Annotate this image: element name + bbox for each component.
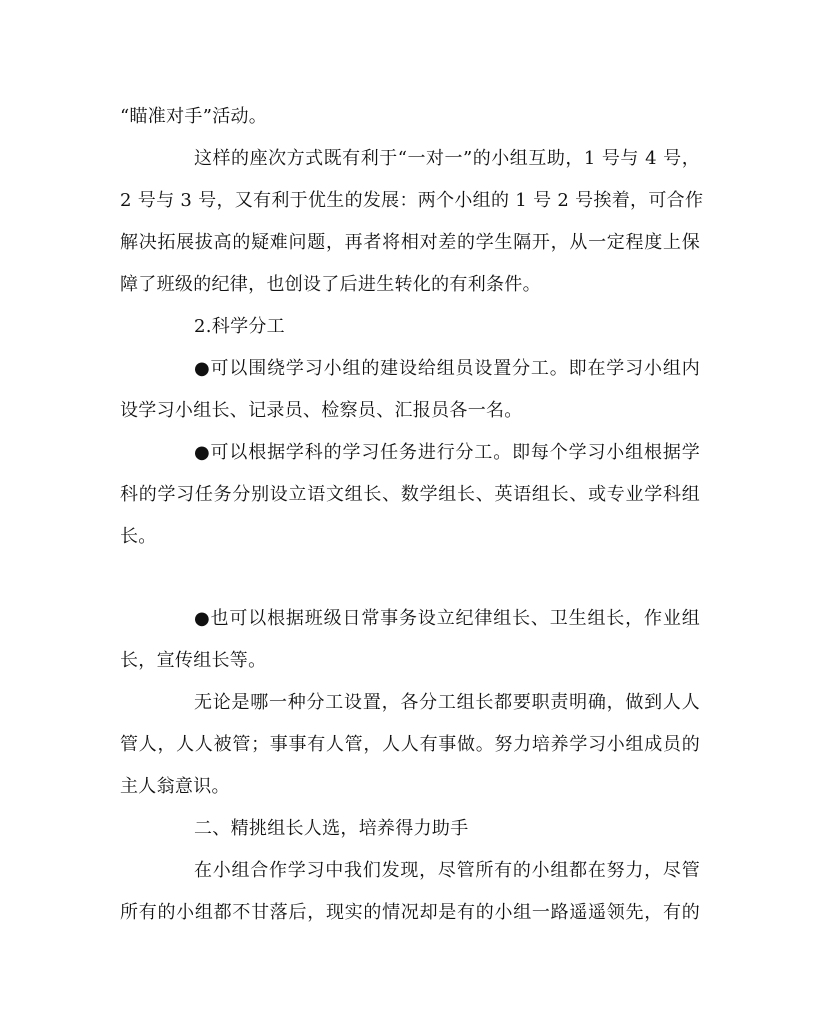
bullet-line: ●也可以根据班级日常事务设立纪律组长、卫生组长，作业组 — [194, 608, 700, 629]
text-line: 长，宣传组长等。 — [120, 650, 267, 671]
text-line: 这样的座次方式既有利于“一对一”的小组互助，1 号与 4 号， — [194, 148, 700, 169]
text-line: 长。 — [120, 526, 157, 547]
bullet-line: ●可以围绕学习小组的建设给组员设置分工。即在学习小组内 — [194, 358, 700, 379]
text-line: 无论是哪一种分工设置，各分工组长都要职责明确，做到人人 — [194, 692, 700, 713]
text-line: 解决拓展拔高的疑难问题，再者将相对差的学生隔开，从一定程度上保 — [120, 232, 700, 253]
text-line: 障了班级的纪律，也创设了后进生转化的有利条件。 — [120, 274, 541, 295]
text-line: 科的学习任务分别设立语文组长、数学组长、英语组长、或专业学科组 — [120, 484, 700, 505]
text-line: “瞄准对手”活动。 — [120, 106, 268, 127]
text-line: 2 号与 3 号，又有利于优生的发展：两个小组的 1 号 2 号挨着，可合作 — [120, 190, 704, 211]
text-line: 所有的小组都不甘落后，现实的情况却是有的小组一路遥遥领先，有的 — [120, 902, 700, 923]
text-line: 在小组合作学习中我们发现，尽管所有的小组都在努力，尽管 — [194, 860, 700, 881]
text-line: 主人翁意识。 — [120, 776, 230, 797]
section-heading: 二、精挑组长人选，培养得力助手 — [194, 818, 469, 839]
bullet-line: ●可以根据学科的学习任务进行分工。即每个学习小组根据学 — [194, 442, 700, 463]
text-line: 设学习小组长、记录员、检察员、汇报员各一名。 — [120, 400, 523, 421]
text-line: 管人，人人被管；事事有人管，人人有事做。努力培养学习小组成员的 — [120, 734, 700, 755]
section-heading: 2.科学分工 — [194, 316, 285, 337]
